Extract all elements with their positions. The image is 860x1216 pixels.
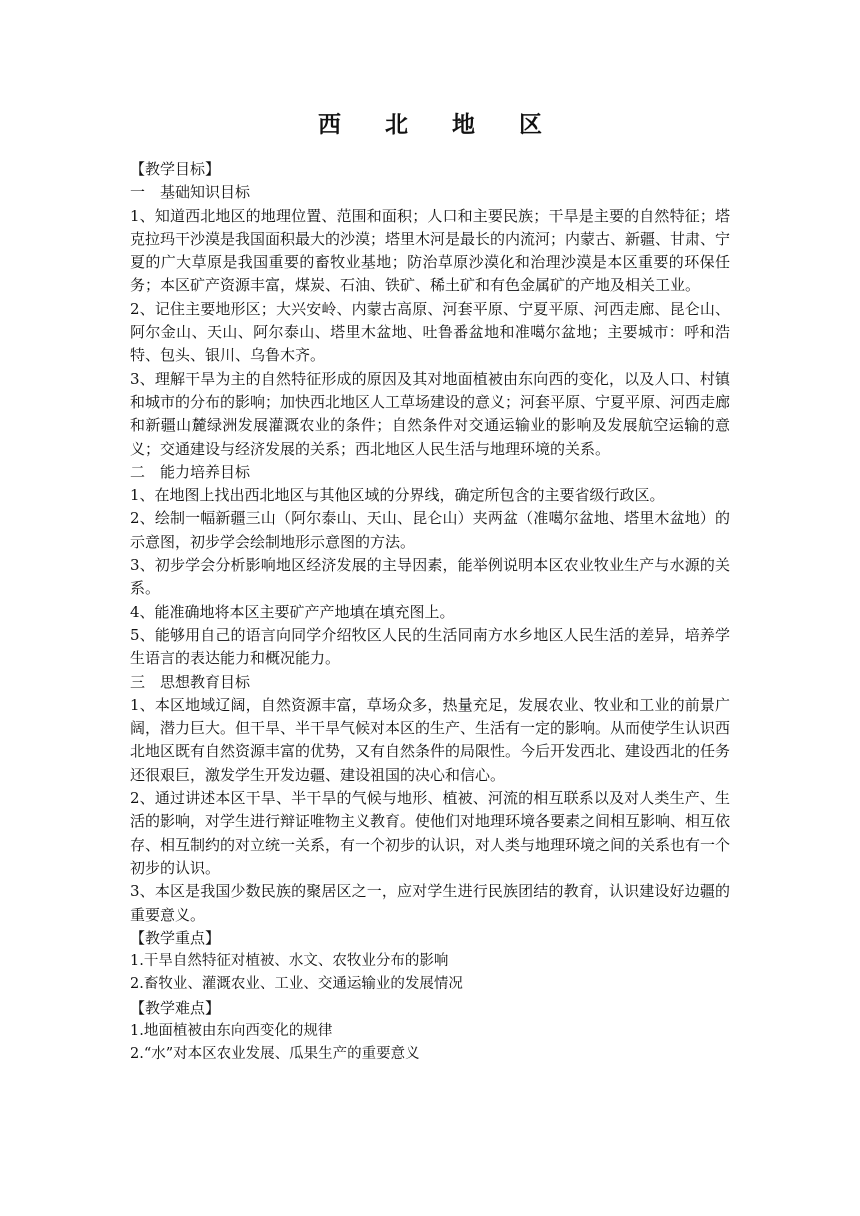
ideology-goal-item: 2、通过讲述本区干旱、半干旱的气候与地形、植被、河流的相互联系以及对人类生产、生活的影响，对学生进行辩证唯物主义教育。使他们对地理环境各要素之间相互影响、相互依存、相互制约的对立统一关系，有一个初步的认识，对人类与地理环境之间的关系也有一个初步的认识。 — [130, 789, 731, 877]
ability-goal-item: 2、绘制一幅新疆三山（阿尔泰山、天山、昆仑山）夹两盆（准噶尔盆地、塔里木盆地）的示意图，初步学会绘制地形示意图的方法。 — [130, 509, 730, 551]
key-points-heading: 【教学重点】 — [130, 928, 221, 947]
ideology-goals-heading: 三 思想教育目标 — [130, 672, 251, 691]
basic-goal-item: 1、知道西北地区的地理位置、范围和面积；人口和主要民族；干旱是主要的自然特征；塔克拉玛干沙漠是我国面积最大的沙漠；塔里木河是最长的内流河；内蒙古、新疆、甘肃、宁夏的广大草原是我国重要的畜牧业基地；防治草原沙漠化和治理沙漠是本区重要的环保任务；本区矿产资源丰富，煤炭、石油、铁矿、稀土矿和有色金属矿的产地及相关工业。 — [130, 206, 731, 295]
ability-goal-item: 3、初步学会分析影响地区经济发展的主导因素，能举例说明本区农业牧业生产与水源的关系。 — [130, 556, 730, 598]
key-point-item: 2.畜牧业、灌溉农业、工业、交通运输业的发展情况 — [130, 976, 463, 993]
page-title: 西 北 地 区 — [317, 111, 561, 138]
teaching-goals-heading: 【教学目标】 — [130, 160, 221, 178]
ability-goal-item: 4、能准确地将本区主要矿产产地填在填充图上。 — [130, 602, 455, 621]
ability-goal-item: 5、能够用自己的语言向同学介绍牧区人民的生活同南方水乡地区人民生活的差异，培养学生语言的表达能力和概况能力。 — [130, 625, 730, 668]
basic-knowledge-heading: 一 基础知识目标 — [130, 183, 251, 202]
basic-goal-item: 2、记住主要地形区；大兴安岭、内蒙古高原、河套平原、宁夏平原、河西走廊、昆仑山、阿尔金山、天山、阿尔泰山、塔里木盆地、吐鲁番盆地和准噶尔盆地；主要城市：呼和浩特、包头、银川、乌鲁木齐。 — [130, 299, 730, 365]
key-point-item: 1.干旱自然特征对植被、水文、农牧业分布的影响 — [130, 953, 449, 970]
ability-goals-heading: 二 能力培养目标 — [130, 462, 251, 481]
basic-goal-item: 3、理解干旱为主的自然特征形成的原因及其对地面植被由东向西的变化，以及人口、村镇和城市的分布的影响；加快西北地区人工草场建设的意义；河套平原、宁夏平原、河西走廊和新疆山麓绿洲发展灌溉农业的条件；自然条件对交通运输业的影响及发展航空运输的意义；交通建设与经济发展的关系；西北地区人民生活与地理环境的关系。 — [130, 369, 731, 458]
difficult-points-heading: 【教学难点】 — [130, 998, 221, 1017]
ability-goal-item: 1、在地图上找出西北地区与其他区域的分界线，确定所包含的主要省级行政区。 — [130, 486, 665, 505]
document-page — [130, 110, 730, 1067]
difficult-point-item: 2.“水”对本区农业发展、瓜果生产的重要意义 — [130, 1046, 420, 1063]
ideology-goal-item: 3、本区是我国少数民族的聚居区之一，应对学生进行民族团结的教育，认识建设好边疆的重要意义。 — [130, 882, 730, 924]
ideology-goal-item: 1、本区地域辽阔，自然资源丰富，草场众多，热量充足，发展农业、牧业和工业的前景广阔，潜力巨大。但干旱、半干旱气候对本区的生产、生活有一定的影响。从而使学生认识西北地区既有自然资源丰富的优势，又有自然条件的局限性。今后开发西北、建设西北的任务还很艰巨，激发学生开发边疆、建设祖国的决心和信心。 — [130, 695, 731, 784]
difficult-point-item: 1.地面植被由东向西变化的规律 — [130, 1022, 333, 1039]
